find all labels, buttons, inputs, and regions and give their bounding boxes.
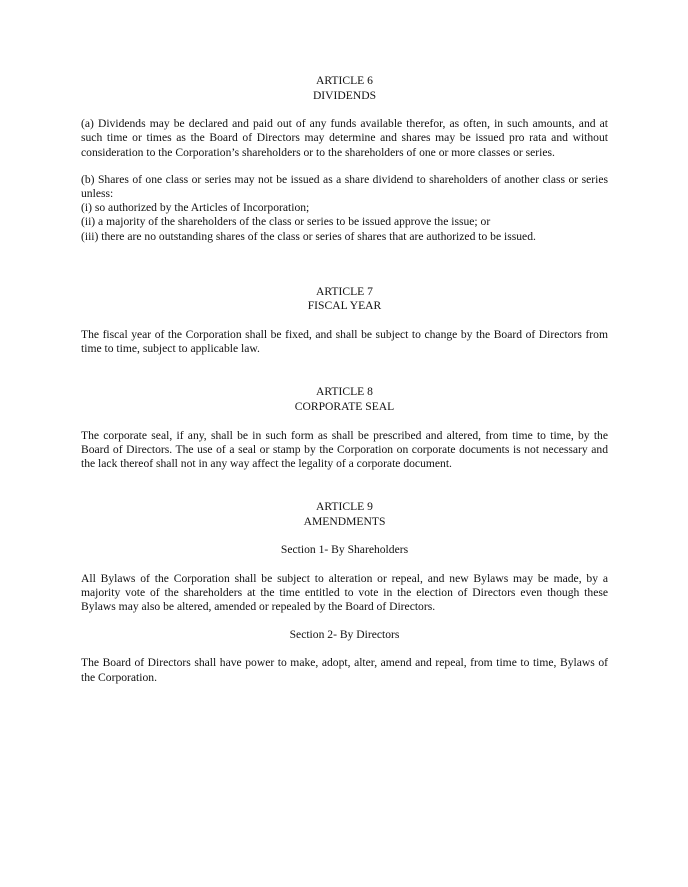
list-item: (ii) a majority of the shareholders of the class or series to be issued approve the issue; or — [81, 215, 491, 229]
article-number: ARTICLE 8 — [316, 385, 373, 399]
article-6-list — [81, 201, 608, 244]
article-title: AMENDMENTS — [303, 514, 386, 528]
article-number: ARTICLE 9 — [316, 500, 373, 514]
document-page — [81, 74, 608, 685]
article-title: CORPORATE SEAL — [294, 400, 395, 413]
article-title: DIVIDENDS — [312, 88, 377, 102]
article-8-heading — [81, 385, 608, 414]
article-number: ARTICLE 7 — [316, 284, 373, 298]
section-2-heading: Section 2- By Directors — [289, 628, 400, 642]
list-item: (i) so authorized by the Articles of Incorporation; — [81, 201, 310, 215]
section-1-paragraph: All Bylaws of the Corporation shall be subject to alteration or repeal, and new Bylaws may be made, by a majority vote of the shareholders at the time entitled to vote in the election of Directors even though these Bylaws may also be altered, amended or repealed by the Board of Directors. — [81, 571, 608, 613]
article-6-heading — [81, 74, 608, 103]
article-6-paragraph-a: (a) Dividends may be declared and paid out of any funds available therefor, as often, in such amounts, and at such time or times as the Board of Directors may determine and shares may be issued pro rata and without consideration to the Corporation’s shareholders or to the shareholders of one or more classes or series. — [81, 117, 608, 159]
list-item: (iii) there are no outstanding shares of the class or series of shares that are authorized to be issued. — [81, 229, 536, 243]
article-title: FISCAL YEAR — [307, 299, 382, 313]
article-8-paragraph: The corporate seal, if any, shall be in such form as shall be prescribed and altered, from time to time, by the Board of Directors. The use of a seal or stamp by the Corporation on corporate documents is not necessary and the lack thereof shall not in any way affect the legality of a corporate document. — [81, 428, 608, 470]
article-9-heading — [81, 500, 608, 529]
article-number: ARTICLE 6 — [316, 74, 373, 87]
section-1-heading: Section 1- By Shareholders — [280, 543, 409, 557]
article-7-paragraph: The fiscal year of the Corporation shall be fixed, and shall be subject to change by the Board of Directors from time to time, subject to applicable law. — [81, 328, 608, 356]
article-7-heading — [81, 285, 608, 314]
article-6-paragraph-b: (b) Shares of one class or series may not be issued as a share dividend to shareholders of another class or series unless: — [81, 172, 608, 200]
section-2-paragraph: The Board of Directors shall have power to make, adopt, alter, amend and repeal, from time to time, Bylaws of the Corporation. — [81, 656, 608, 684]
